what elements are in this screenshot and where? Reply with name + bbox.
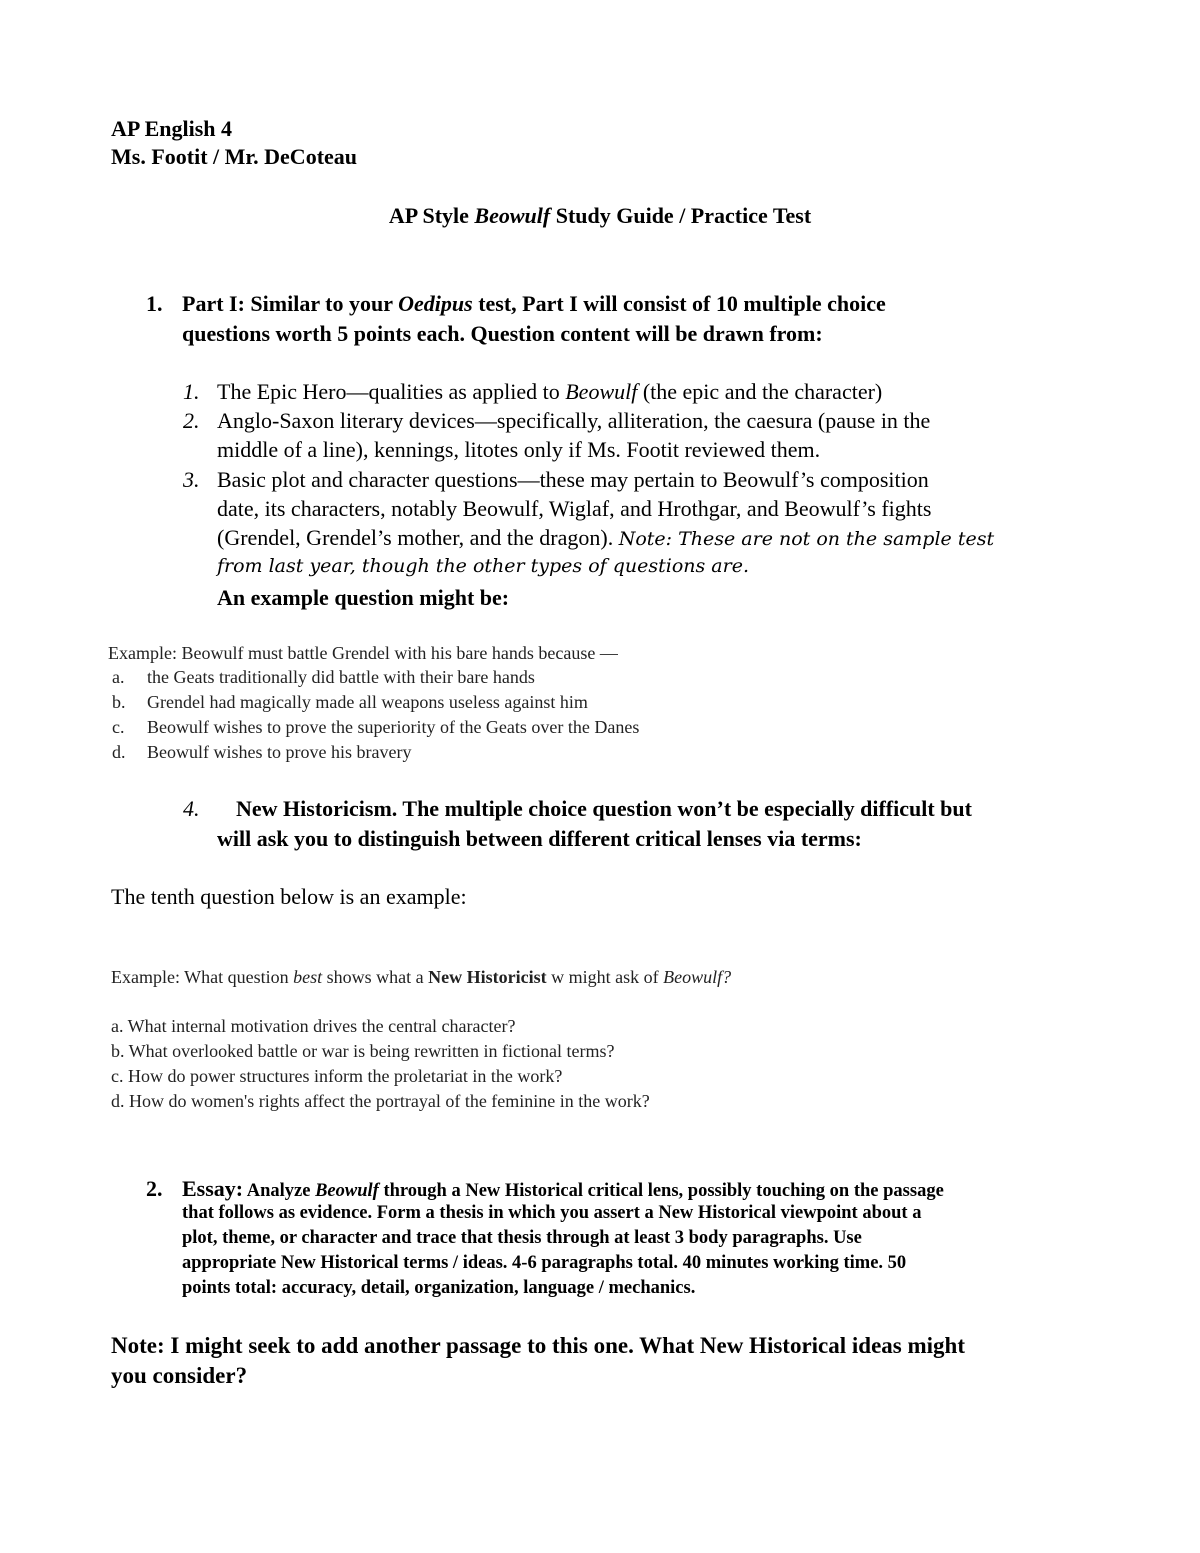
part1-line1-italic: Oedipus xyxy=(398,291,473,316)
example2-answer-b: b. What overlooked battle or war is being rewritten in fictional terms? xyxy=(111,1041,615,1061)
topic3-line5: An example question might be: xyxy=(217,585,510,610)
example1-letter-c: c. xyxy=(112,717,125,737)
part1-line1-pre: Part I: Similar to your xyxy=(182,291,399,316)
topic1-number: 1. xyxy=(183,379,200,404)
topic3-line3-italic: Note: These are not on the sample test xyxy=(618,528,995,550)
topic1-text xyxy=(217,379,882,405)
example1-question: Example: Beowulf must battle Grendel with his bare hands because — xyxy=(108,643,618,663)
part1-line1 xyxy=(182,291,886,317)
topic4-number: 4. xyxy=(183,796,200,821)
topic3-line3-pre: (Grendel, Grendel’s mother, and the dragon). xyxy=(217,525,619,550)
example1-letter-d: d. xyxy=(112,742,126,762)
title-italic: Beowulf xyxy=(474,203,551,228)
topic4-line2: will ask you to distinguish between different critical lenses via terms: xyxy=(217,826,862,851)
page-title xyxy=(0,203,1200,229)
example2-answer-d: d. How do women's rights affect the portrayal of the feminine in the work? xyxy=(111,1091,650,1111)
example1-letter-b: b. xyxy=(112,692,126,712)
essay-line1 xyxy=(182,1176,944,1202)
topic1-post: (the epic and the character) xyxy=(637,379,883,404)
title-pre: AP Style xyxy=(388,203,475,228)
essay-l1-pre: Analyze xyxy=(243,1181,316,1201)
topic2-line2: middle of a line), kennings, litotes only if Ms. Footit reviewed them. xyxy=(217,437,821,462)
essay-line5: points total: accuracy, detail, organization, language / mechanics. xyxy=(182,1278,696,1298)
topic2-number: 2. xyxy=(183,408,200,433)
essay-number: 2. xyxy=(146,1176,163,1201)
essay-line4: appropriate New Historical terms / ideas. 4-6 paragraphs total. 40 minutes working time. 50 xyxy=(182,1253,907,1273)
ex2-q-post: w might ask of xyxy=(546,967,664,987)
topic1-pre: The Epic Hero—qualities as applied to xyxy=(217,379,566,404)
topic3-line3 xyxy=(217,525,994,551)
example1-answer-c: Beowulf wishes to prove the superiority of the Geats over the Danes xyxy=(147,717,640,737)
example2-answer-a: a. What internal motivation drives the central character? xyxy=(111,1016,516,1036)
essay-line2: that follows as evidence. Form a thesis in which you assert a New Historical viewpoint about a xyxy=(182,1203,922,1223)
final-note-line1: Note: I might seek to add another passage to this one. What New Historical ideas might xyxy=(111,1333,965,1358)
example1-letter-a: a. xyxy=(112,667,125,687)
topic3-line4: from last year, though the other types of questions are. xyxy=(217,555,749,577)
topic1-italic: Beowulf xyxy=(565,379,638,404)
topic3-line2: date, its characters, notably Beowulf, Wiglaf, and Hrothgar, and Beowulf’s fights xyxy=(217,496,932,521)
example2-question xyxy=(111,967,731,988)
topic4-line1: New Historicism. The multiple choice question won’t be especially difficult but xyxy=(236,796,972,821)
part1-line1-post: test, Part I will consist of 10 multiple choice xyxy=(472,291,886,316)
teacher-names: Ms. Footit / Mr. DeCoteau xyxy=(111,144,358,169)
essay-line3: plot, theme, or character and trace that thesis through at least 3 body paragraphs. Use xyxy=(182,1228,862,1248)
ex2-q-pre: Example: What question xyxy=(111,967,294,987)
title-post: Study Guide / Practice Test xyxy=(550,203,812,228)
ex2-q-italic: best xyxy=(293,967,323,987)
topic3-line1: Basic plot and character questions—these may pertain to Beowulf’s composition xyxy=(217,467,929,492)
ex2-q-mid: shows what a xyxy=(322,967,429,987)
ex2-q-italic2: Beowulf? xyxy=(663,967,732,987)
essay-label: Essay: xyxy=(182,1176,244,1201)
part1-number: 1. xyxy=(146,291,163,316)
example2-answer-c: c. How do power structures inform the proletariat in the work? xyxy=(111,1066,563,1086)
example1-answer-a: the Geats traditionally did battle with their bare hands xyxy=(147,667,535,687)
part1-line2: questions worth 5 points each. Question content will be drawn from: xyxy=(182,321,823,346)
essay-l1-post: through a New Historical critical lens, possibly touching on the passage xyxy=(378,1181,944,1201)
essay-l1-italic: Beowulf xyxy=(315,1181,379,1201)
example1-answer-b: Grendel had magically made all weapons useless against him xyxy=(147,692,588,712)
course-title: AP English 4 xyxy=(111,116,233,141)
topic2-line1: Anglo-Saxon literary devices—specifically, alliteration, the caesura (pause in the xyxy=(217,408,931,433)
tenth-question-intro: The tenth question below is an example: xyxy=(111,884,467,909)
final-note-line2: you consider? xyxy=(111,1363,248,1388)
ex2-q-bold: New Historicist xyxy=(428,967,547,987)
example1-answer-d: Beowulf wishes to prove his bravery xyxy=(147,742,412,762)
topic3-number: 3. xyxy=(183,467,200,492)
